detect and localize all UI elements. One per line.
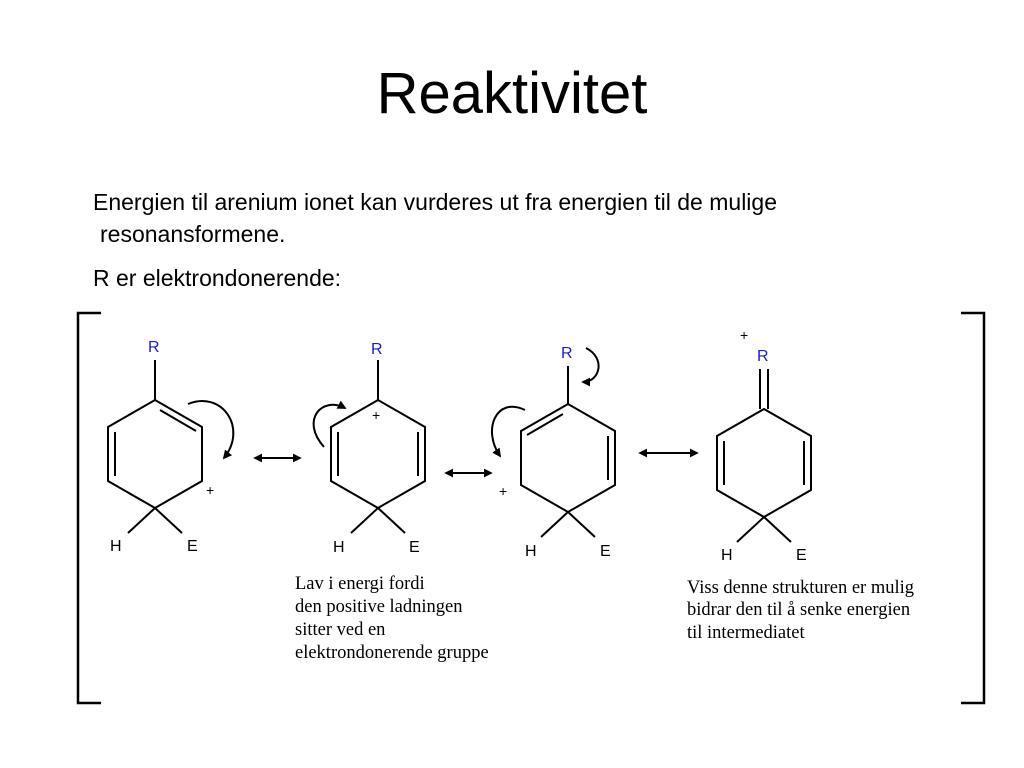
e-label-4: E — [796, 547, 807, 564]
h-label-2: H — [333, 539, 345, 556]
e-label-3: E — [600, 543, 611, 560]
slide-title: Reaktivitet — [376, 61, 648, 126]
e-label-1: E — [187, 538, 198, 555]
r-label-1: R — [148, 339, 160, 356]
note-left-line-2: den positive ladningen — [295, 597, 463, 617]
bullet-2: R er elektrondonerende: — [93, 265, 342, 291]
note-left-line-3: sitter ved en — [295, 620, 386, 640]
note-right-line-3: til intermediatet — [687, 623, 805, 643]
e-label-2: E — [409, 539, 420, 556]
note-right-line-2: bidrar den til å senke energien — [687, 600, 911, 620]
h-label-3: H — [525, 543, 537, 560]
bullet-1-line-2: resonansformene. — [100, 221, 286, 247]
structure-1 — [108, 360, 233, 533]
structure-4 — [717, 369, 811, 542]
right-bracket — [961, 313, 984, 703]
h-label-4: H — [721, 547, 733, 564]
ring-1 — [108, 400, 202, 508]
charge-4: + — [740, 327, 749, 343]
charge-2: + — [372, 407, 381, 423]
bullet-1-line-1: Energien til arenium ionet kan vurderes ut fra energien til de mulige — [93, 189, 777, 215]
note-right — [687, 578, 914, 643]
note-left — [295, 574, 489, 663]
h-label-1: H — [110, 538, 122, 555]
ring-4 — [717, 409, 811, 517]
curved-arrow-3 — [583, 348, 599, 382]
ring-3 — [521, 404, 615, 512]
curved-arrow-2 — [314, 405, 345, 447]
note-left-line-4: elektrondonerende gruppe — [295, 643, 489, 663]
r-label-2: R — [371, 341, 383, 358]
left-bracket — [78, 313, 101, 703]
structure-2 — [314, 360, 425, 533]
r-label-3: R — [561, 345, 573, 362]
structure-3 — [492, 348, 615, 537]
r-label-4: R — [757, 348, 769, 365]
charge-3: + — [499, 483, 508, 499]
note-left-line-1: Lav i energi fordi — [295, 574, 425, 594]
charge-1: + — [206, 482, 215, 498]
note-right-line-1: Viss denne strukturen er mulig — [687, 578, 915, 598]
